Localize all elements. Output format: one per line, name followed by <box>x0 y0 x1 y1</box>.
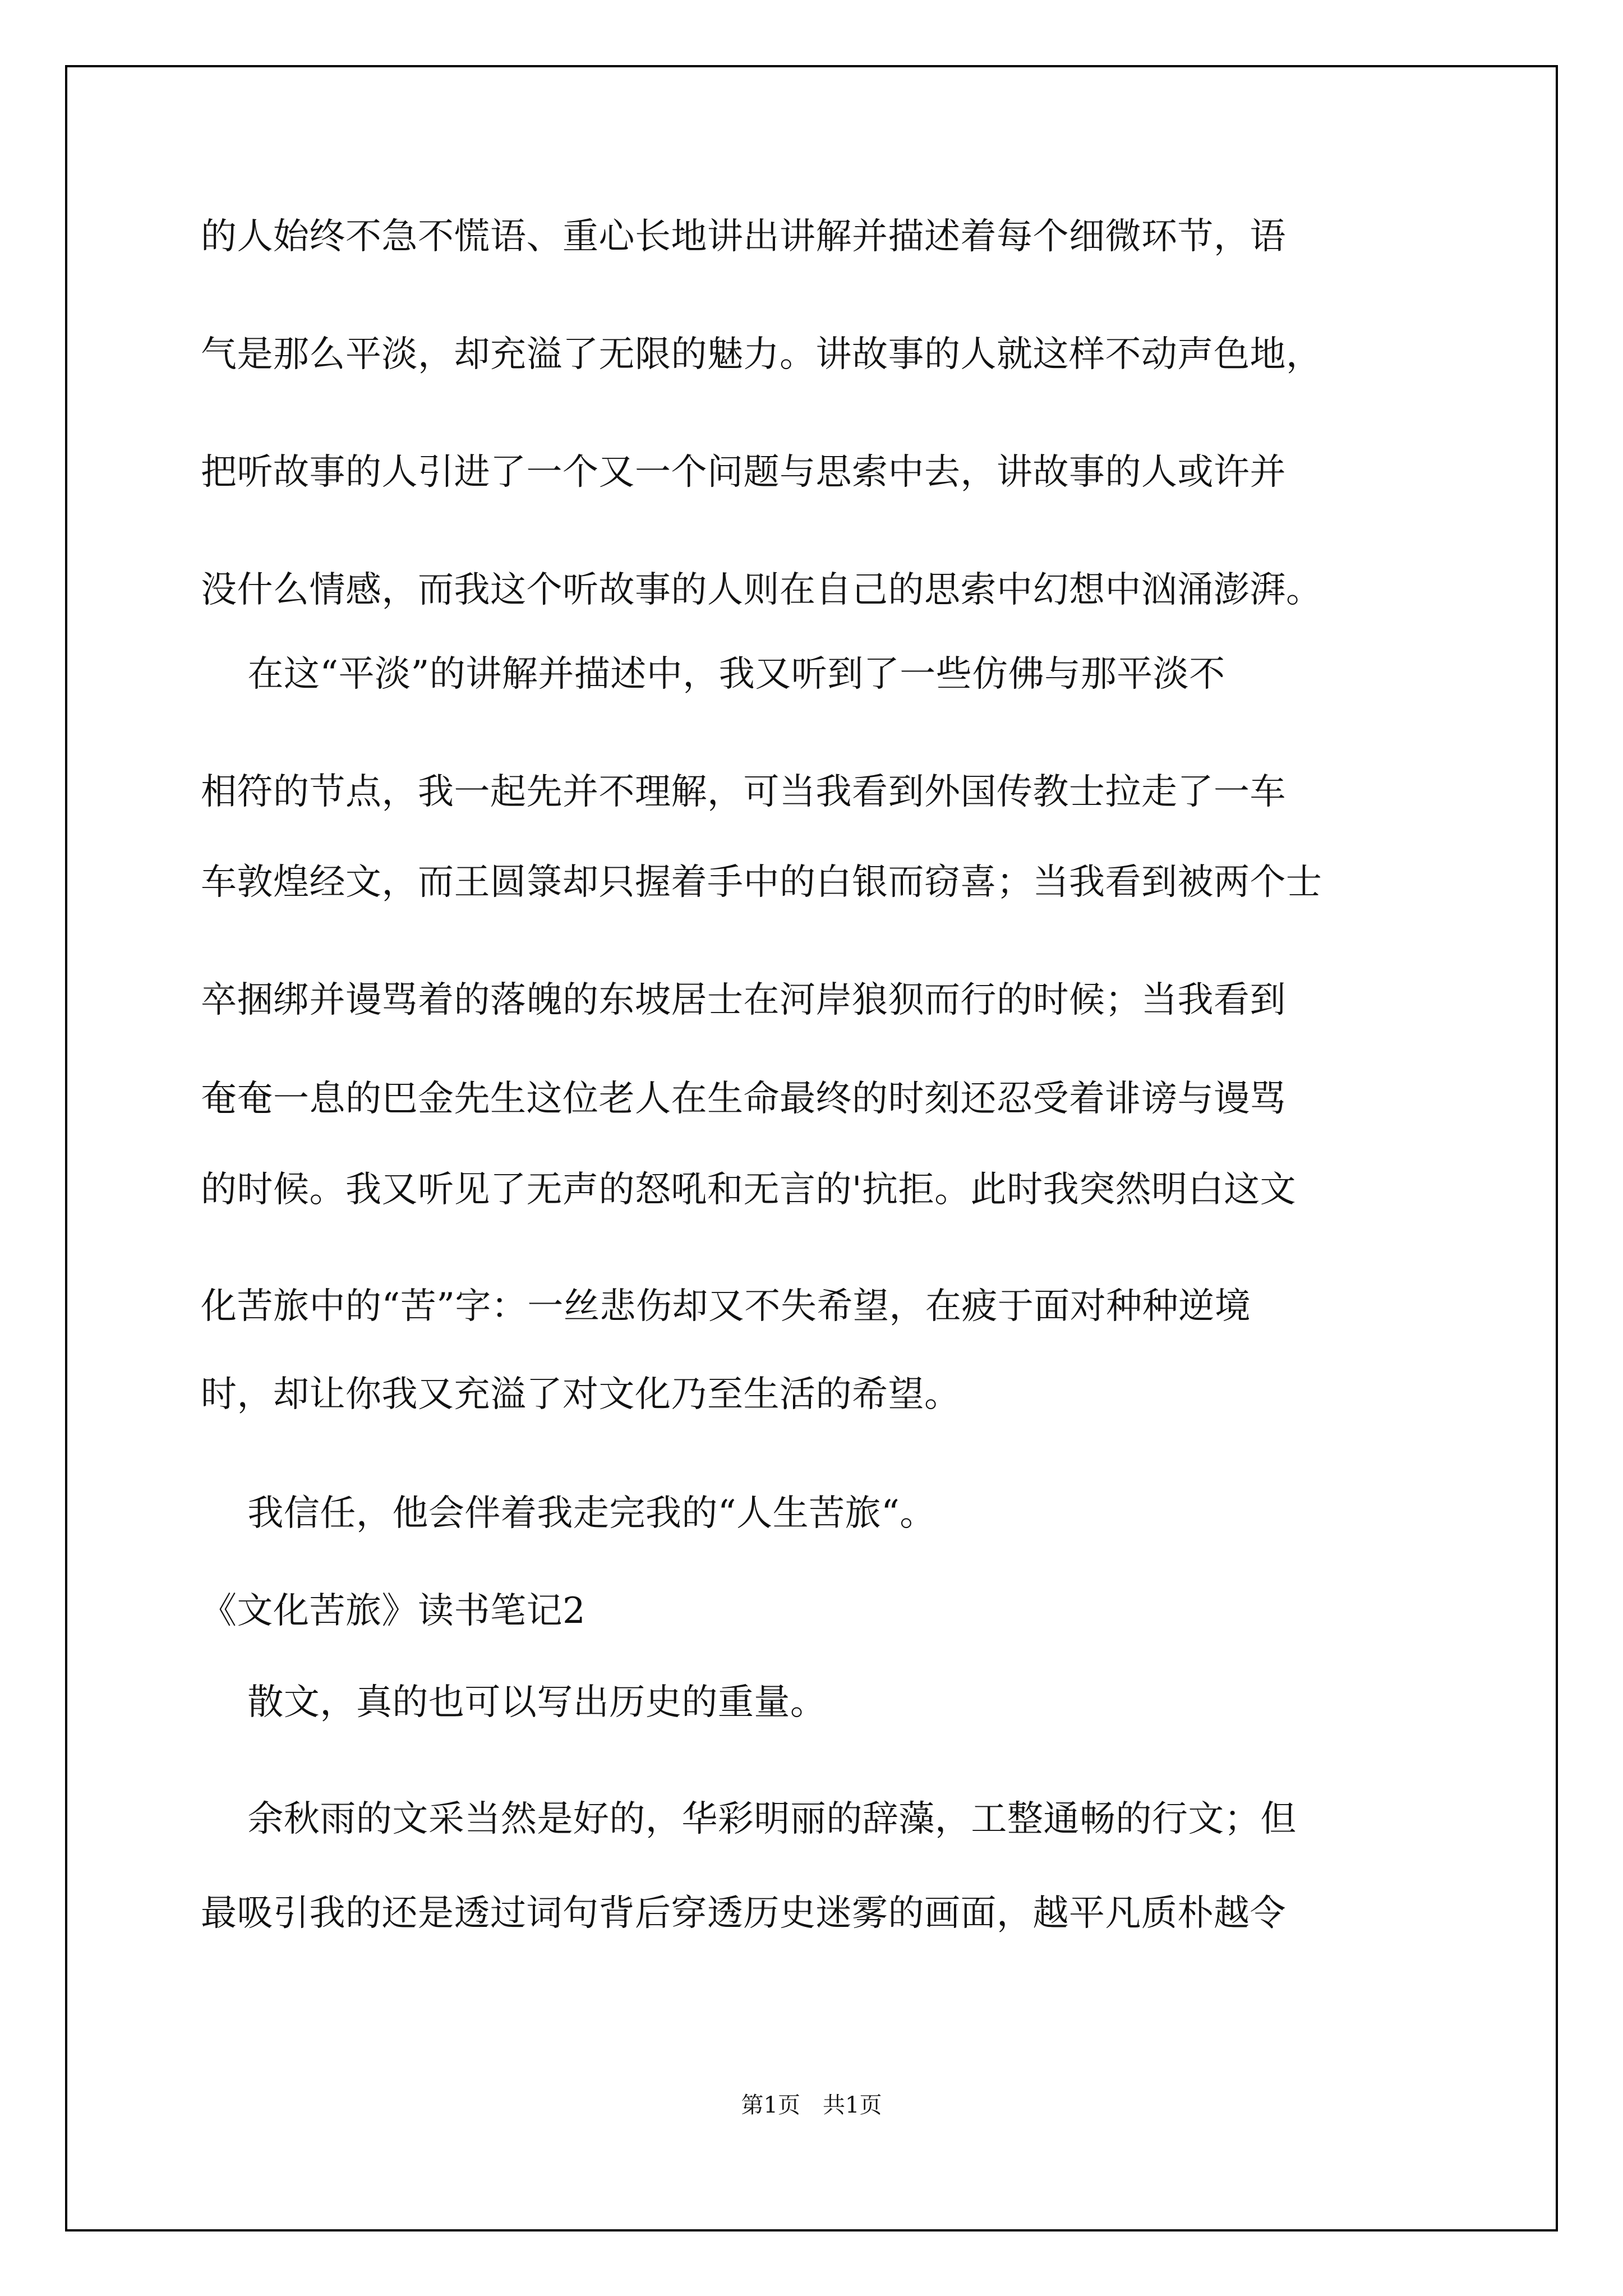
text-line: 化苦旅中的“苦”字：一丝悲伤却又不失希望，在疲于面对种种逆境 <box>201 1286 1251 1327</box>
text-line: 我信任，他会伴着我走完我的“人生苦旅“。 <box>201 1493 936 1534</box>
text-line: 奄奄一息的巴金先生这位老人在生命最终的时刻还忍受着诽谤与谩骂 <box>201 1078 1286 1120</box>
text-line: 卒捆绑并谩骂着的落魄的东坡居士在河岸狼狈而行的时候；当我看到 <box>201 979 1286 1021</box>
text-line: 最吸引我的还是透过词句背后穿透历史迷雾的画面，越平凡质朴越令 <box>201 1893 1286 1934</box>
text-line: 气是那么平淡，却充溢了无限的魅力。讲故事的人就这样不动声色地， <box>201 334 1322 375</box>
text-line: 的时候。我又听见了无声的怒吼和无言的'抗拒。此时我突然明白这文 <box>201 1169 1297 1211</box>
text-line: 的人始终不急不慌语、重心长地讲出讲解并描述着每个细微环节，语 <box>201 216 1286 257</box>
text-line: 在这“平淡”的讲解并描述中，我又听到了一些仿佛与那平淡不 <box>201 654 1225 695</box>
text-line: 没什么情感，而我这个听故事的人则在自己的思索中幻想中汹涌澎湃。 <box>201 569 1322 611</box>
text-line: 余秋雨的文采当然是好的，华彩明丽的辞藻，工整通畅的行文；但 <box>201 1798 1297 1840</box>
text-line: 相符的节点，我一起先并不理解，可当我看到外国传教士拉走了一车 <box>201 771 1286 813</box>
text-line: 车敦煌经文，而王圆箓却只握着手中的白银而窃喜；当我看到被两个士 <box>201 862 1322 903</box>
text-line: 散文，真的也可以写出历史的重量。 <box>201 1682 827 1723</box>
section-heading: 《文化苦旅》读书笔记2 <box>201 1590 586 1632</box>
page-footer: 第1页 共1页 <box>741 2092 882 2118</box>
text-line: 把听故事的人引进了一个又一个问题与思索中去，讲故事的人或许并 <box>201 452 1286 493</box>
text-line: 时，却让你我又充溢了对文化乃至生活的希望。 <box>201 1374 961 1415</box>
